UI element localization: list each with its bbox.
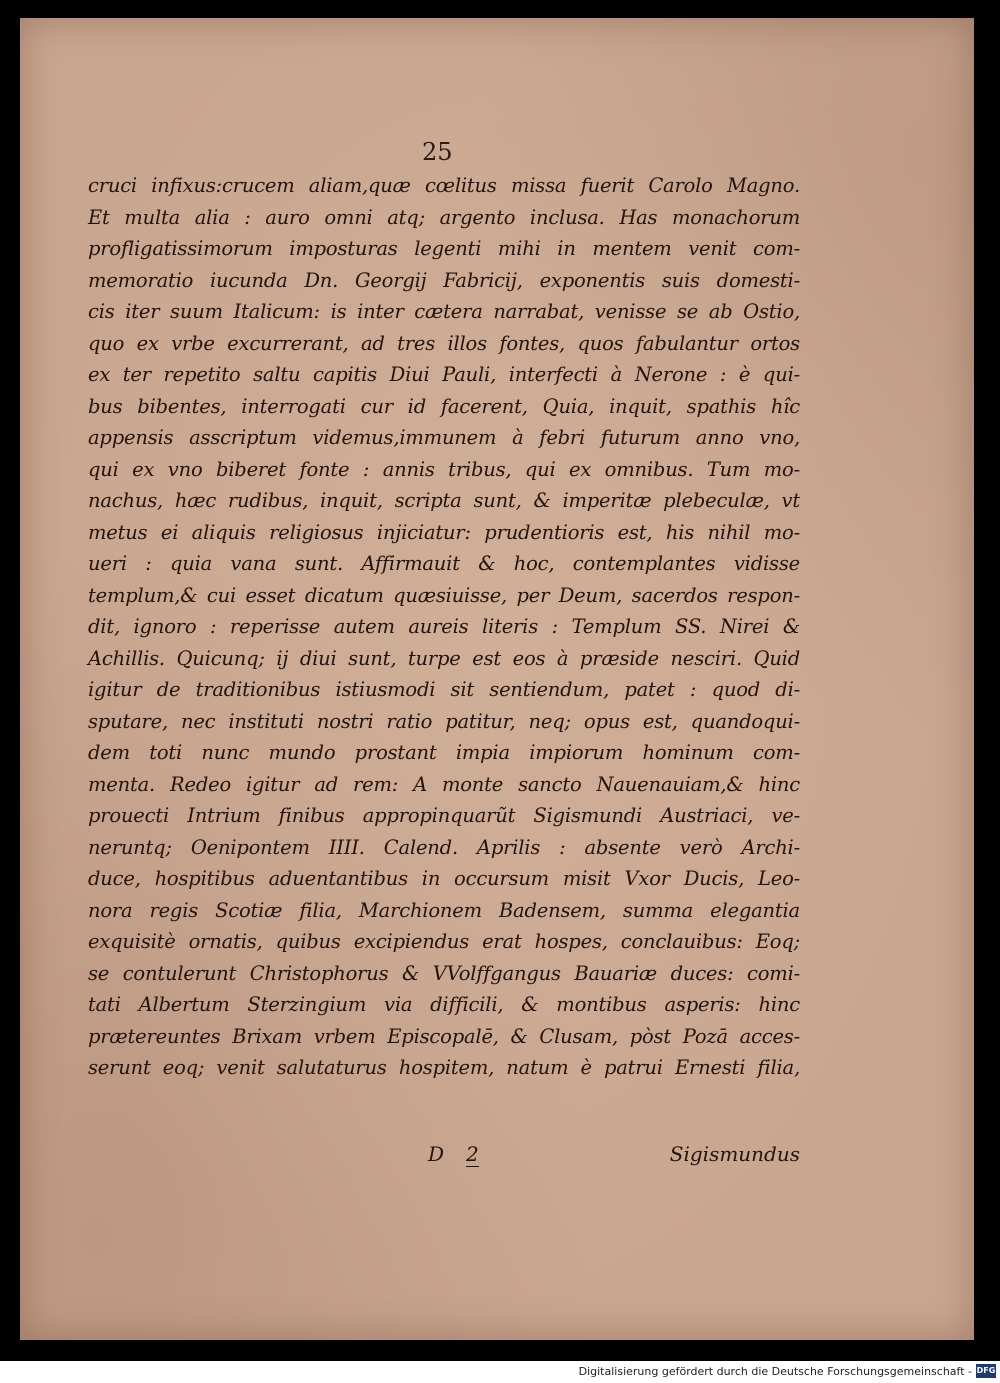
text-line: nachus, hæc rudibus, inquit, scripta sunt, & imperitæ plebeculæ, vt bbox=[88, 489, 800, 512]
text-line: exquisitè ornatis, quibus excipiendus erat hospes, conclauibus: Eoq; bbox=[88, 930, 800, 953]
text-line: se contulerunt Christophorus & VVolffgangus Bauariæ duces: comi- bbox=[88, 961, 800, 985]
text-line: memoratio iucunda Dn. Georgij Fabricij, exponentis suis domesti- bbox=[88, 268, 800, 292]
text-line: menta. Redeo igitur ad rem: A monte sancto Nauenauiam,& hinc bbox=[88, 772, 800, 796]
signature-number: 2 bbox=[466, 1142, 479, 1166]
text-line: cis iter suum Italicum: is inter cætera narrabat, venisse se ab Ostio, bbox=[88, 300, 800, 323]
text-line: duce, hospitibus aduentantibus in occursum misit Vxor Ducis, Leo- bbox=[88, 867, 800, 890]
signature-mark: D bbox=[428, 1142, 445, 1166]
text-line: bus bibentes, interrogati cur id facerent, Quia, inquit, spathis hîc bbox=[88, 394, 800, 418]
text-line: cruci infixus:crucem aliam,quæ cœlitus missa fuerit Carolo Magno. bbox=[88, 174, 800, 197]
text-line: metus ei aliquis religiosus injiciatur: prudentioris est, his nihil mo- bbox=[88, 520, 800, 544]
text-line: tati Albertum Sterzingium via difficili, & montibus asperis: hinc bbox=[88, 993, 800, 1016]
page-number: 25 bbox=[422, 138, 453, 166]
text-line: serunt eoq; venit salutaturus hospitem, natum è patrui Ernesti filia, bbox=[88, 1056, 800, 1079]
text-line: dit, ignoro : reperisse autem aureis literis : Templum SS. Nirei & bbox=[88, 615, 800, 638]
credit-bar bbox=[0, 1361, 1000, 1383]
text-line: prouecti Intrium finibus appropinquarũt Sigismundi Austriaci, ve- bbox=[88, 804, 800, 827]
text-line: quo ex vrbe excurrerant, ad tres illos fontes, quos fabulantur ortos bbox=[88, 331, 800, 355]
text-line: Achillis. Quicunq; ij diui sunt, turpe est eos à præside nesciri. Quid bbox=[88, 646, 800, 670]
book-page bbox=[20, 18, 974, 1340]
text-line: profligatissimorum imposturas legenti mihi in mentem venit com- bbox=[88, 237, 800, 260]
body-text bbox=[88, 170, 800, 1084]
text-line: ex ter repetito saltu capitis Diui Pauli, interfecti à Nerone : è qui- bbox=[88, 363, 800, 386]
catchword: Sigismundus bbox=[669, 1142, 800, 1166]
credit-text: Digitalisierung gefördert durch die Deutsche Forschungsgemeinschaft - bbox=[578, 1365, 972, 1378]
dfg-logo-icon: DFG bbox=[976, 1364, 996, 1378]
text-line: Et multa alia : auro omni atq; argento inclusa. Has monachorum bbox=[88, 205, 800, 229]
text-line: qui ex vno biberet fonte : annis tribus, qui ex omnibus. Tum mo- bbox=[88, 457, 800, 481]
text-line: ueri : quia vana sunt. Affirmauit & hoc, contemplantes vidisse bbox=[88, 552, 800, 575]
text-line: appensis asscriptum videmus,immunem à febri futurum anno vno, bbox=[88, 426, 800, 449]
text-line: nora regis Scotiæ filia, Marchionem Badensem, summa elegantia bbox=[88, 898, 800, 922]
text-line: dem toti nunc mundo prostant impia impiorum hominum com- bbox=[88, 741, 800, 764]
page-footer bbox=[88, 1142, 800, 1174]
text-line: igitur de traditionibus istiusmodi sit sentiendum, patet : quod di- bbox=[88, 678, 800, 701]
text-line: sputare, nec instituti nostri ratio patitur, neq; opus est, quandoqui- bbox=[88, 709, 800, 733]
text-line: prætereuntes Brixam vrbem Episcopalē, & Clusam, pòst Pozā acces- bbox=[88, 1024, 800, 1048]
text-line: neruntq; Oenipontem IIII. Calend. Aprilis : absente verò Archi- bbox=[88, 835, 800, 859]
text-line: templum,& cui esset dicatum quæsiuisse, per Deum, sacerdos respon- bbox=[88, 583, 800, 607]
